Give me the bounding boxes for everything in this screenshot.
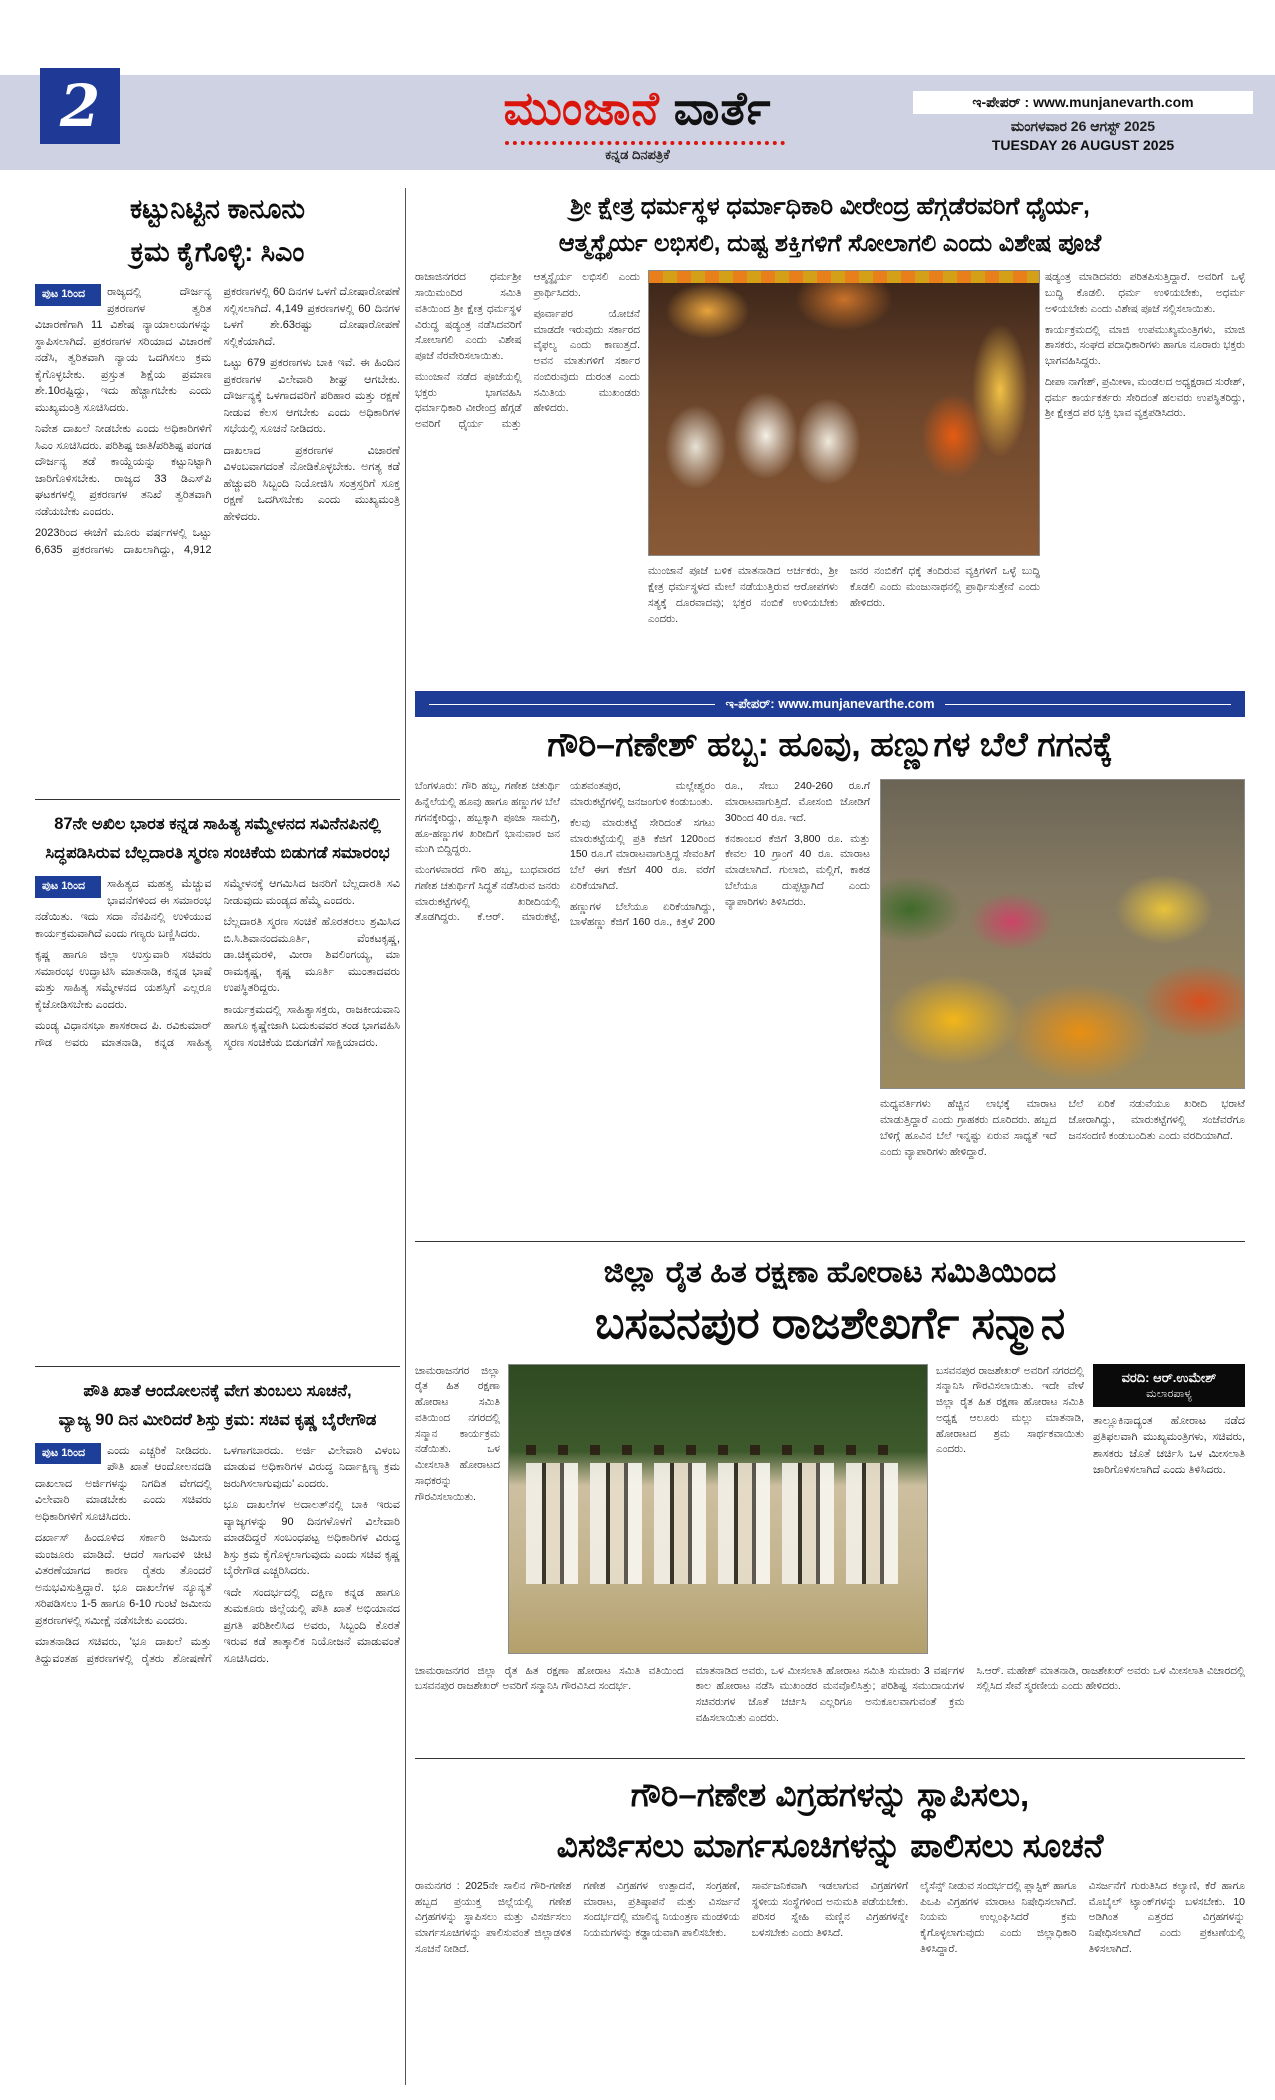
- article-divider: [415, 1758, 1245, 1759]
- article-body: [35, 284, 400, 789]
- from-page1-badge: ಪುಟ 1ರಿಂದ: [35, 876, 101, 898]
- body-paragraph: ಒಟ್ಟು 679 ಪ್ರಕರಣಗಳು ಬಾಕಿ ಇವೆ. ಈ ಹಿಂದಿನ ಪ್ರಕರಣಗಳ ವಿಲೇವಾರಿ ಶೀಘ್ರ ಆಗಬೇಕು. ದೌರ್ಜನ್ಯಕ್ಕೆ ಒಳಗಾದವರಿಗೆ ಪರಿಹಾರ ಮತ್ತು ರಕ್ಷಣೆ ನೀಡುವ ಕೆಲಸ ಆಗಬೇಕು ಎಂದು ಅಧಿಕಾರಿಗಳ ಸಭೆಯಲ್ಲಿ ಸೂಚನೆ ನೀಡಿದರು.: [223, 357, 400, 436]
- body-paragraph: ಇದೇ ಸಂದರ್ಭದಲ್ಲಿ ದಕ್ಷಿಣ ಕನ್ನಡ ಹಾಗೂ ತುಮಕೂರು ಜಿಲ್ಲೆಯಲ್ಲಿ ಪೌತಿ ಖಾತೆ ಅಭಿಯಾನದ ಪ್ರಗತಿ ಪರಿಶೀಲಿಸಿದ ಅವರು, ಸಿಬ್ಬಂದಿ ಕೊರತೆ ಇರುವ ಕಡೆ ತಾತ್ಕಾಲಿಕ ನಿಯೋಜನೆ ಮಾಡುವಂತೆ ಸೂಚಿಸಿದರು.: [223, 1586, 400, 1665]
- people-heads: [526, 1445, 911, 1455]
- headline-line: ಸಿದ್ಧಪಡಿಸಿರುವ ಬೆಲ್ಲದಾರತಿ ಸ್ಮರಣ ಸಂಚಿಕೆಯ ಬಿಡುಗಡೆ ಸಮಾರಂಭ: [45, 844, 390, 863]
- body-paragraph: ಚಾಮರಾಜನಗರ ಜಿಲ್ಲಾ ರೈತ ಹಿತ ರಕ್ಷಣಾ ಹೋರಾಟ ಸಮಿತಿ ವತಿಯಿಂದ ನಗರದಲ್ಲಿ ಸನ್ಮಾನ ಕಾರ್ಯಕ್ರಮ ನಡೆಯಿತು. ಒಳ ಮೀಸಲಾತಿ ಹೋರಾಟದ ಸಾಧಕರನ್ನು ಗೌರವಿಸಲಾಯಿತು.: [415, 1364, 500, 1503]
- temple-pooja-photo: [648, 270, 1040, 556]
- body-paragraph: ನಿವೇಶ ದಾಖಲೆ ನೀಡಬೇಕು ಎಂದು ಅಧಿಕಾರಿಗಳಿಗೆ ಸಿಎಂ ಸೂಚಿಸಿದರು. ಪರಿಶಿಷ್ಟ ಜಾತಿ/ಪರಿಶಿಷ್ಟ ಪಂಗಡ ದೌರ್ಜನ್ಯ ತಡೆ ಕಾಯ್ದೆಯನ್ನು ಕಟ್ಟುನಿಟ್ಟಾಗಿ ಜಾರಿಗೊಳಿಸಬೇಕು. ರಾಜ್ಯದ 33 ಡಿಎಸ್‌ಪಿ ಘಟಕಗಳಲ್ಲಿ ಪ್ರಕರಣಗಳ ತನಿಖೆ ತ್ವರಿತವಾಗಿ ನಡೆಯಬೇಕು ಎಂದರು.: [35, 423, 212, 518]
- body-paragraph: ಷಡ್ಯಂತ್ರ ಮಾಡಿದವರು ಪರಿತಪಿಸುತ್ತಿದ್ದಾರೆ. ಅವರಿಗೆ ಒಳ್ಳೆ ಬುದ್ಧಿ ಕೊಡಲಿ. ಧರ್ಮ ಉಳಿಯಬೇಕು, ಅಧರ್ಮ ಅಳಿಯಬೇಕು ಎಂದು ವಿಶೇಷ ಪೂಜೆ ಸಲ್ಲಿಸಲಾಯಿತು.: [1045, 271, 1245, 315]
- page-number-badge: 2: [40, 68, 120, 144]
- headline-line: 87ನೇ ಅಖಿಲ ಭಾರತ ಕನ್ನಡ ಸಾಹಿತ್ಯ ಸಮ್ಮೇಳನದ ಸವಿನೆನಪಿನಲ್ಲಿ: [54, 815, 381, 834]
- body-paragraph: ರಾಜ್ಯದಲ್ಲಿ ದೌರ್ಜನ್ಯ ಪ್ರಕರಣಗಳ ತ್ವರಿತ ವಿಚಾರಣೆಗಾಗಿ 11 ವಿಶೇಷ ನ್ಯಾಯಾಲಯಗಳನ್ನು ಸ್ಥಾಪಿಸಲಾಗಿದೆ. ಪ್ರಕರಣಗಳ ಸರಿಯಾದ ವಿಚಾರಣೆ ನಡೆಸಿ, ತ್ವರಿತವಾಗಿ ನ್ಯಾಯ ಒದಗಿಸಲು ಕ್ರಮ ಕೈಗೊಳ್ಳಬೇಕು. ಪ್ರಸ್ತುತ ಶಿಕ್ಷೆಯ ಪ್ರಮಾಣ ಶೇ.10ರಷ್ಟಿದ್ದು, ಇದು ಹೆಚ್ಚಾಗಬೇಕು ಎಂದು ಮುಖ್ಯಮಂತ್ರಿ ಸೂಚಿಸಿದರು.: [35, 286, 212, 414]
- article-headline: ಗೌರಿ–ಗಣೇಶ್ ಹಬ್ಬ: ಹೂವು, ಹಣ್ಣುಗಳ ಬೆಲೆ ಗಗನಕ್ಕೆ: [547, 726, 1113, 765]
- masthead-word-1: ಮುಂಜಾನೆ: [503, 82, 660, 134]
- article-headline: [35, 810, 400, 868]
- main-region: [415, 188, 1245, 2088]
- body-paragraph: ದಾಖಲಾದ ಪ್ರಕರಣಗಳ ವಿಚಾರಣೆ ವಿಳಂಬವಾಗದಂತೆ ನೋಡಿಕೊಳ್ಳಬೇಕು. ಅಗತ್ಯ ಕಡೆ ಹೆಚ್ಚುವರಿ ಸಿಬ್ಬಂದಿ ನಿಯೋಜಿಸಿ ಸಂತ್ರಸ್ತರಿಗೆ ಸೂಕ್ತ ರಕ್ಷಣೆ ಒದಗಿಸಬೇಕು ಎಂದು ಮುಖ್ಯಮಂತ್ರಿ ಹೇಳಿದರು.: [223, 444, 400, 523]
- body-paragraph: ಕಾರ್ಯಕ್ರಮದಲ್ಲಿ ಸಾಹಿತ್ಯಾಸಕ್ತರು, ರಾಜಕೀಯವಾನಿ ಹಾಗೂ ಕೃಷ್ಣೇಜಾಗಿ ಬದುಕುವವರ ತಂಡ ಭಾಗವಹಿಸಿ ಸ್ಮರಣ ಸಂಚಿಕೆಯ ಬಿಡುಗಡೆಗೆ ಸಾಕ್ಷಿಯಾದರು.: [223, 1003, 400, 1049]
- body-paragraph: ಜನರ ನಂಬಿಕೆಗೆ ಧಕ್ಕೆ ತಂದಿರುವ ವ್ಯಕ್ತಿಗಳಿಗೆ ಒಳ್ಳೆ ಬುದ್ಧಿ ಕೊಡಲಿ ಎಂದು ಮಂಜುನಾಥನಲ್ಲಿ ಪ್ರಾರ್ಥಿಸುತ್ತೇನೆ ಎಂದು ಹೇಳಿದರು.: [850, 565, 1040, 609]
- from-page1-badge: ಪುಟ 1ರಿಂದ: [35, 284, 101, 306]
- body-paragraph: ಬೆಲೆ ಏರಿಕೆ ನಡುವೆಯೂ ಖರೀದಿ ಭರಾಟೆ ಜೋರಾಗಿದ್ದು, ಮಾರುಕಟ್ಟೆಗಳಲ್ಲಿ ಸಂಜೆವರೆಗೂ ಜನಸಂದಣಿ ಕಂಡುಬಂದಿತು ಎಂದು ವರದಿಯಾಗಿದೆ.: [1068, 1098, 1245, 1142]
- strip-rule-left: [429, 704, 715, 705]
- epaper-strip-url: ಇ-ಪೇಪರ್: www.munjanevarthe.com: [725, 696, 935, 712]
- article-headline: [35, 188, 400, 274]
- article-content: [415, 270, 1245, 685]
- article-divider: [35, 799, 400, 800]
- article-content: [415, 779, 1245, 1231]
- body-paragraph: ಮಾತನಾಡಿದ ಸಚಿವರು, 'ಭೂ ದಾಖಲೆ ಮತ್ತು ತಿದ್ದುವಂತಹ ಪ್ರಕರಣಗಳಲ್ಲಿ ರೈತರು ಶೋಷಣೆಗೆ ಒಳಗಾಗಬಾರದು. ಅರ್ಜಿ ವಿಲೇವಾರಿ ವಿಳಂಬ ಮಾಡುವ ಅಧಿಕಾರಿಗಳ ವಿರುದ್ಧ ನಿರ್ದಾಕ್ಷಿಣ್ಯ ಕ್ರಮ ಜರುಗಿಸಲಾಗುವುದು' ಎಂದರು.: [35, 1444, 400, 1665]
- body-paragraph: ದರ್ಖಾಸ್ ಹಿಂದೂಳಿದ ಸರ್ಕಾರಿ ಜಮೀನು ಮಂಜೂರು ಮಾಡಿದೆ. ಆದರೆ ಸಾಗುವಳಿ ಚೀಟಿ ವಿತರಣೆಯಾಗದ ಕಾರಣ ರೈತರು ತೊಂದರೆ ಅನುಭವಿಸುತ್ತಿದ್ದಾರೆ. ಭೂ ದಾಖಲೆಗಳ ನ್ಯೂನ್ಯತೆ ಸರಿಪಡಿಸಲು 1-5 ಹಾಗೂ 6-10 ಗುಂಟೆ ಜಮೀನು ಪ್ರಕರಣಗಳಲ್ಲಿ ಸಮೀಕ್ಷೆ ನಡೆಸಬೇಕು ಎಂದರು.: [35, 1532, 212, 1627]
- body-paragraph: ಮಂಗಳವಾರದ ಗೌರಿ ಹಬ್ಬ, ಬುಧವಾರದ ಗಣೇಶ ಚತುರ್ಥಿಗೆ ಸಿದ್ಧತೆ ನಡೆಸಿರುವ ಜನರು ಮಾರುಕಟ್ಟೆಗಳಲ್ಲಿ ಖರೀದಿಯಲ್ಲಿ ತೊಡಗಿದ್ದರು. ಕೆ.ಆರ್. ಮಾರುಕಟ್ಟೆ, ಯಶವಂತಪುರ, ಮಲ್ಲೇಶ್ವರಂ ಮಾರುಕಟ್ಟೆಗಳಲ್ಲಿ ಜನಜಂಗುಳಿ ಕಂಡುಬಂತು.: [415, 780, 715, 924]
- headline-line: ಕಟ್ಟುನಿಟ್ಟಿನ ಕಾನೂನು: [130, 194, 305, 224]
- masthead-word-2: ವಾರ್ತೆ: [673, 82, 772, 134]
- article-vigraha-guidelines: [415, 1769, 1245, 2075]
- column-divider: [405, 188, 406, 2085]
- masthead-dotted-rule: [505, 141, 785, 145]
- article-divider: [415, 1241, 1245, 1242]
- article-body-left: [415, 779, 870, 1231]
- article-body: [415, 1879, 1245, 2075]
- body-paragraph: ವಿಸರ್ಜನೆಗೆ ಗುರುತಿಸಿದ ಕಲ್ಯಾಣಿ, ಕೆರೆ ಹಾಗೂ ಮೊಬೈಲ್ ಟ್ಯಾಂಕ್‌ಗಳನ್ನು ಬಳಸಬೇಕು. 10 ಅಡಿಗಿಂತ ಎತ್ತರದ ವಿಗ್ರಹಗಳನ್ನು ನಿಷೇಧಿಸಲಾಗಿದೆ ಎಂದು ಪ್ರಕಟಣೆಯಲ್ಲಿ ತಿಳಿಸಲಾಗಿದೆ.: [1088, 1879, 1245, 1955]
- from-page1-badge: ಪುಟ 1ರಿಂದ: [35, 1443, 101, 1465]
- date-kannada: ಮಂಗಳವಾರ 26 ಆಗಸ್ಟ್ 2025: [1010, 118, 1156, 134]
- strip-rule-right: [945, 704, 1231, 705]
- body-paragraph: ತಾಲ್ಲೂಕಿನಾದ್ಯಂತ ಹೋರಾಟ ನಡೆದ ಪ್ರತಿಫಲವಾಗಿ ಮುಖ್ಯಮಂತ್ರಿಗಳು, ಸಚಿವರು, ಶಾಸಕರು ಜೊತೆ ಚರ್ಚಿಸಿ ಒಳ ಮೀಸಲಾತಿ ಜಾರಿಗೊಳಿಸಲಾಗಿದೆ ಎಂದು ತಿಳಿಸಿದರು.: [1093, 1414, 1245, 1477]
- body-paragraph: ರಾಮನಗರ : 2025ನೇ ಸಾಲಿನ ಗೌರಿ-ಗಣೇಶ ಹಬ್ಬದ ಪ್ರಯುಕ್ತ ಜಿಲ್ಲೆಯಲ್ಲಿ ಗಣೇಶ ವಿಗ್ರಹಗಳನ್ನು ಸ್ಥಾಪಿಸಲು ಮತ್ತು ವಿಸರ್ಜಿಸಲು ಮಾರ್ಗಸೂಚಿಗಳನ್ನು ಪಾಲಿಸುವಂತೆ ಜಿಲ್ಲಾಡಳಿತ ಸೂಚನೆ ನೀಡಿದೆ.: [415, 1879, 572, 1955]
- body-paragraph: ಕೆಲವು ಮಾರುಕಟ್ಟೆ ಸೇರಿದಂತೆ ಸಗಟು ಮಾರುಕಟ್ಟೆಯಲ್ಲಿ ಪ್ರತಿ ಕೆಜಿಗೆ 120ರಿಂದ 150 ರೂ.ಗೆ ಮಾರಾಟವಾಗುತ್ತಿದ್ದ ಸೇವಂತಿಗೆ ಬೆಲೆ ಈಗ ಕೆಜಿಗೆ 400 ರೂ. ವರೆಗೆ ಏರಿಕೆಯಾಗಿದೆ.: [570, 816, 715, 892]
- article-body-bottom: [415, 1664, 1245, 1748]
- article-body-below-photo: [880, 1097, 1245, 1231]
- headline-line: ಕ್ರಮ ಕೈಗೊಳ್ಳಿ: ಸಿಎಂ: [130, 237, 305, 268]
- body-paragraph: ಎಂದು ಎಚ್ಚರಿಕೆ ನೀಡಿದರು. ಪೌತಿ ಖಾತೆ ಆಂದೋಲನದಡಿ ದಾಖಲಾದ ಅರ್ಜಿಗಳನ್ನು ನಿಗದಿತ ವೇಗದಲ್ಲಿ ವಿಲೇವಾರಿ ಮಾಡಬೇಕು ಎಂದು ಸಚಿವರು ಅಧಿಕಾರಿಗಳಿಗೆ ಸೂಚಿಸಿದರು.: [35, 1444, 212, 1523]
- body-paragraph: ಹಣ್ಣುಗಳ ಬೆಲೆಯೂ ಏರಿಕೆಯಾಗಿದ್ದು, ಬಾಳೆಹಣ್ಣು ಕೆಜಿಗೆ 160 ರೂ., ಕಿತ್ತಳೆ 200 ರೂ., ಸೇಬು 240-260 ರೂ.ಗೆ ಮಾರಾಟವಾಗುತ್ತಿದೆ. ಮೋಸಂಬಿ ಜೋಡಿಗೆ 30ರಿಂದ 40 ರೂ. ಇದೆ.: [570, 780, 870, 929]
- body-paragraph: ಮುಂಜಾನೆ ಪೂಜೆ ಬಳಿಕ ಮಾತನಾಡಿದ ಅರ್ಚಕರು, ಶ್ರೀ ಕ್ಷೇತ್ರ ಧರ್ಮಸ್ಥಳದ ಮೇಲೆ ನಡೆಯುತ್ತಿರುವ ಆರೋಪಗಳು ಸತ್ಯಕ್ಕೆ ದೂರವಾದವು; ಭಕ್ತರ ನಂಬಿಕೆ ಉಳಿಯಬೇಕು ಎಂದರು.: [648, 565, 838, 625]
- article-body-below-photo: [648, 564, 1040, 685]
- byline-box: [1093, 1364, 1245, 1407]
- header-info-block: [913, 91, 1253, 153]
- article-gauri-ganesh-prices: [415, 723, 1245, 1231]
- article-body-col1: [936, 1364, 1084, 1656]
- header-band: [0, 75, 1275, 170]
- body-paragraph: ರಾಜಾಜಿನಗರದ ಧರ್ಮಶ್ರೀ ಸಾಯಿಮಂದಿರ ಸಮಿತಿ ವತಿಯಿಂದ ಶ್ರೀ ಕ್ಷೇತ್ರ ಧರ್ಮಸ್ಥಳ ವಿರುದ್ಧ ಷಡ್ಯಂತ್ರ ನಡೆಸಿದವರಿಗೆ ಸೋಲಾಗಲಿ ಎಂದು ವಿಶೇಷ ಪೂಜೆ ನೆರವೇರಿಸಲಾಯಿತು.: [415, 271, 522, 363]
- article-headline: [35, 1377, 400, 1435]
- headline-line: ಪೌತಿ ಖಾತೆ ಆಂದೋಲನಕ್ಕೆ ವೇಗ ತುಂಬಲು ಸೂಚನೆ,: [83, 1382, 352, 1401]
- article-headline: [415, 1769, 1245, 1871]
- article-body-col2-wrap: [1093, 1364, 1245, 1656]
- body-paragraph: ಮಾತನಾಡಿದ ಅವರು, ಒಳ ಮೀಸಲಾತಿ ಹೋರಾಟ ಸಮಿತಿ ಸುಮಾರು 3 ವರ್ಷಗಳ ಕಾಲ ಹೋರಾಟ ನಡೆಸಿ ಮುಖಂಡರ ಮನವೊಲಿಸಿತ್ತು; ಪರಿಶಿಷ್ಟ ಸಮುದಾಯಗಳ ಸಚಿವರುಗಳ ಜೊತೆ ಚರ್ಚಿಸಿ ಎಲ್ಲರಿಗೂ ಅನುಕೂಲವಾಗುವಂತೆ ಕ್ರಮ ವಹಿಸಲಾಯಿತು ಎಂದರು.: [695, 1664, 965, 1724]
- article-body: [35, 1443, 400, 2083]
- masthead-subtitle: ಕನ್ನಡ ದಿನಪತ್ರಿಕೆ: [605, 147, 670, 162]
- body-paragraph: ಬಸವನಪುರ ರಾಜಶೇಖರ್ ಅವರಿಗೆ ನಗರದಲ್ಲಿ ಸನ್ಮಾನಿಸಿ ಗೌರವಿಸಲಾಯಿತು. ಇದೇ ವೇಳೆ ಜಿಲ್ಲಾ ರೈತ ಹಿತ ರಕ್ಷಣಾ ಹೋರಾಟ ಸಮಿತಿ ಅಧ್ಯಕ್ಷ ಆಲೂರು ಮಲ್ಲು ಮಾತನಾಡಿ, ಹೋರಾಟದ ಶ್ರಮ ಸಾರ್ಥಕವಾಯಿತು ಎಂದರು.: [936, 1364, 1084, 1456]
- body-paragraph: ಗಣೇಶ ವಿಗ್ರಹಗಳ ಉತ್ಪಾದನೆ, ಸಂಗ್ರಹಣೆ, ಮಾರಾಟ, ಪ್ರತಿಷ್ಠಾಪನೆ ಮತ್ತು ವಿಸರ್ಜನೆ ಸಂದರ್ಭದಲ್ಲಿ ಮಾಲಿನ್ಯ ನಿಯಂತ್ರಣ ಮಂಡಳಿಯ ನಿಯಮಗಳನ್ನು ಕಡ್ಡಾಯವಾಗಿ ಪಾಲಿಸಬೇಕು.: [583, 1879, 740, 1940]
- headline-line: ವಿಸರ್ಜಿಸಲು ಮಾರ್ಗಸೂಚಿಗಳನ್ನು ಪಾಲಿಸಲು ಸೂಚನೆ: [556, 1826, 1104, 1864]
- article-divider: [35, 1366, 400, 1367]
- reporter-place: ಮಲಾರಪಾಳ್ಯ: [1146, 1387, 1192, 1400]
- body-paragraph: 2023ರಿಂದ ಈಚೆಗೆ ಮೂರು ವರ್ಷಗಳಲ್ಲಿ ಒಟ್ಟು 6,635 ಪ್ರಕರಣಗಳು ದಾಖಲಾಗಿದ್ದು, 4,912 ಪ್ರಕರಣಗಳಲ್ಲಿ 60 ದಿನಗಳ ಒಳಗೆ ದೋಷಾರೋಪಣೆ ಸಲ್ಲಿಸಲಾಗಿದೆ. 4,149 ಪ್ರಕರಣಗಳಲ್ಲಿ 60 ದಿನಗಳ ಒಳಗೆ ಶೇ.63ರಷ್ಟು ದೋಷಾರೋಪಣೆ ಸಲ್ಲಿಕೆಯಾಗಿದೆ.: [35, 286, 400, 556]
- headline-line: ಶ್ರೀ ಕ್ಷೇತ್ರ ಧರ್ಮಸ್ಥಳ ಧರ್ಮಾಧಿಕಾರಿ ವೀರೇಂದ್ರ ಹೆಗ್ಗಡೆರವರಿಗೆ ಧೈರ್ಯ,: [570, 193, 1090, 220]
- article-headline: [415, 188, 1245, 262]
- body-paragraph: ಸಾಹಿತ್ಯದ ಮಹತ್ವ ಮೆಚ್ಚುವ ಭಾವನೆಗಳಿಂದ ಈ ಸಮಾರಂಭ ನಡೆಯಿತು. ಇದು ಸದಾ ನೆನಪಿನಲ್ಲಿ ಉಳಿಯುವ ಕಾರ್ಯಕ್ರಮವಾಗಿದೆ ಎಂದು ಗಣ್ಯರು ಬಣ್ಣಿಸಿದರು.: [35, 878, 212, 940]
- body-paragraph: ಮುಂಜಾನೆ ನಡೆದ ಪೂಜೆಯಲ್ಲಿ ಭಕ್ತರು ಭಾಗವಹಿಸಿ ಧರ್ಮಾಧಿಕಾರಿ ವೀರೇಂದ್ರ ಹೆಗ್ಗಡೆ ಅವರಿಗೆ ಧೈರ್ಯ ಮತ್ತು ಆತ್ಮಸ್ಥೈರ್ಯ ಲಭಿಸಲಿ ಎಂದು ಪ್ರಾರ್ಥಿಸಿದರು.: [415, 271, 640, 431]
- headline-line: ಆತ್ಮಸ್ಥೈರ್ಯ ಲಭಿಸಲಿ, ದುಷ್ಟ ಶಕ್ತಿಗಳಿಗೆ ಸೋಲಾಗಲಿ ಎಂದು ವಿಶೇಷ ಪೂಜೆ: [558, 230, 1102, 258]
- body-paragraph: ಲೈಸೆನ್ಸ್ ನೀಡುವ ಸಂದರ್ಭದಲ್ಲಿ ಪ್ಲಾಸ್ಟಿಕ್ ಹಾಗೂ ಪಿಒಪಿ ವಿಗ್ರಹಗಳ ಮಾರಾಟ ನಿಷೇಧಿಸಲಾಗಿದೆ. ನಿಯಮ ಉಲ್ಲಂಘಿಸಿದರೆ ಕ್ರಮ ಕೈಗೊಳ್ಳಲಾಗುವುದು ಎಂದು ಜಿಲ್ಲಾಧಿಕಾರಿ ತಿಳಿಸಿದ್ದಾರೆ.: [920, 1879, 1077, 1955]
- article-dharmasthala-pooja: [415, 188, 1245, 685]
- article-body: [35, 876, 400, 1356]
- felicitation-group-photo: [508, 1364, 928, 1654]
- body-paragraph: ಮಂಡ್ಯ ವಿಧಾನಸಭಾ ಶಾಸಕರಾದ ಪಿ. ರವಿಕುಮಾರ್ ಗೌಡ ಅವರು ಮಾತನಾಡಿ, ಕನ್ನಡ ಸಾಹಿತ್ಯ ಸಮ್ಮೇಳನಕ್ಕೆ ಆಗಮಿಸಿದ ಜನರಿಗೆ ಬೆಲ್ಲದಾರತಿ ಸವಿ ನೀಡುವುದು ಮಂಡ್ಯದ ಹೆಮ್ಮೆ ಎಂದರು.: [35, 878, 400, 1049]
- headline-line: ಗೌರಿ–ಗಣೇಶ ವಿಗ್ರಹಗಳನ್ನು ಸ್ಥಾಪಿಸಲು,: [630, 1775, 1030, 1813]
- body-paragraph: ಕಾರ್ಯಕ್ರಮದಲ್ಲಿ ಮಾಜಿ ಉಪಮುಖ್ಯಮಂತ್ರಿಗಳು, ಮಾಜಿ ಶಾಸಕರು, ಸಂಘದ ಪದಾಧಿಕಾರಿಗಳು ಹಾಗೂ ನೂರಾರು ಭಕ್ತರು ಭಾಗವಹಿಸಿದ್ದರು.: [1045, 323, 1245, 368]
- people-figures: [526, 1463, 911, 1584]
- headline-line: ಜಿಲ್ಲಾ ರೈತ ಹಿತ ರಕ್ಷಣಾ ಹೋರಾಟ ಸಮಿತಿಯಿಂದ: [603, 1256, 1057, 1290]
- body-paragraph: ಕೃಷ್ಣ ಹಾಗೂ ಜಿಲ್ಲಾ ಉಸ್ತುವಾರಿ ಸಚಿವರು ಸಮಾರಂಭ ಉದ್ಘಾಟಿಸಿ ಮಾತನಾಡಿ, ಕನ್ನಡ ಭಾಷೆ ಮತ್ತು ಸಾಹಿತ್ಯ ಸಮ್ಮೇಳನದ ಯಶಸ್ಸಿಗೆ ಎಲ್ಲರೂ ಕೈಜೋಡಿಸಬೇಕು ಎಂದರು.: [35, 949, 212, 1011]
- article-cm: [35, 188, 400, 789]
- body-paragraph: ಪೂರ್ವಾಪರ ಯೋಚನೆ ಮಾಡದೇ ಇರುವುದು ಸರ್ಕಾರದ ವೈಫಲ್ಯ ಎಂದು ಕಾಣುತ್ತದೆ. ಅವನ ಮಾತುಗಳಿಗೆ ಸರ್ಕಾರ ನಂಬಿರುವುದು ದುರಂತ ಎಂದು ಸಮಿತಿಯ ಮುಖಂಡರು ಹೇಳಿದರು.: [533, 307, 640, 415]
- date-english: TUESDAY 26 AUGUST 2025: [991, 137, 1175, 153]
- article-body-col2: [1093, 1413, 1245, 1628]
- body-paragraph: ಬೆಲ್ಲದಾರತಿ ಸ್ಮರಣ ಸಂಚಿಕೆ ಹೊರತರಲು ಶ್ರಮಿಸಿದ ಬಿ.ಸಿ.ಶಿವಾನಂದಮೂರ್ತಿ, ವೆಂಕಟಕೃಷ್ಣ, ಡಾ.ಚಿಕ್ಕಮರಳಿ, ಮೀರಾ ಶಿವಲಿಂಗಯ್ಯ, ಮಾ ರಾಮಕೃಷ್ಣ, ಕೃಷ್ಣ ಮೂರ್ತಿ ಮುಂತಾದವರು ಉಪಸ್ಥಿತರಿದ್ದರು.: [223, 916, 400, 995]
- body-paragraph: ಚಾಮರಾಜನಗರ ಜಿಲ್ಲಾ ರೈತ ಹಿತ ರಕ್ಷಣಾ ಹೋರಾಟ ಸಮಿತಿ ವತಿಯಿಂದ ಬಸವನಪುರ ರಾಜಶೇಖರ್ ಅವರಿಗೆ ಸನ್ಮಾನಿಸಿ ಗೌರವಿಸಿದ ಸಂದರ್ಭ.: [415, 1664, 684, 1693]
- article-sahitya: [35, 810, 400, 1356]
- body-paragraph: ಬೆಂಗಳೂರು: ಗೌರಿ ಹಬ್ಬ, ಗಣೇಶ ಚತುರ್ಥಿ ಹಿನ್ನೆಲೆಯಲ್ಲಿ ಹೂವು ಹಾಗೂ ಹಣ್ಣುಗಳ ಬೆಲೆ ಗಗನಕ್ಕೇರಿದ್ದು, ಹಬ್ಬಕ್ಕಾಗಿ ಪೂಜಾ ಸಾಮಗ್ರಿ, ಹೂ-ಹಣ್ಣುಗಳ ಖರೀದಿಗೆ ಭಾನುವಾರ ಜನ ಮುಗಿ ಬಿದ್ದಿದ್ದರು.: [415, 780, 560, 856]
- body-paragraph: ಸಿ.ಆರ್. ಮಹೇಶ್ ಮಾತನಾಡಿ, ರಾಜಶೇಖರ್ ಅವರು ಒಳ ಮೀಸಲಾತಿ ವಿಚಾರದಲ್ಲಿ ಸಲ್ಲಿಸಿದ ಸೇವೆ ಸ್ಮರಣೀಯ ಎಂದು ಹೇಳಿದರು.: [976, 1664, 1245, 1693]
- reporter-name: ವರದಿ: ಆರ್.ಉಮೇಶ್: [1121, 1369, 1217, 1385]
- body-paragraph: ಸಾರ್ವಜನಿಕವಾಗಿ ಇಡಲಾಗುವ ವಿಗ್ರಹಗಳಿಗೆ ಸ್ಥಳೀಯ ಸಂಸ್ಥೆಗಳಿಂದ ಅನುಮತಿ ಪಡೆಯಬೇಕು. ಪರಿಸರ ಸ್ನೇಹಿ ಮಣ್ಣಿನ ವಿಗ್ರಹಗಳನ್ನೇ ಬಳಸಬೇಕು ಎಂದು ತಿಳಿಸಿದೆ.: [751, 1879, 909, 1940]
- article-body-left: [415, 270, 640, 685]
- article-body-left-narrow: [415, 1364, 500, 1656]
- flower-market-photo: [880, 779, 1245, 1089]
- article-raitha-sanmana: [415, 1252, 1245, 1747]
- body-paragraph: ದೀಪಾ ನಾಗೇಶ್, ಪ್ರಮೀಳಾ, ಮಂಡಲದ ಅಧ್ಯಕ್ಷರಾದ ಸುರೇಶ್, ಧರ್ಮ ಕಾರ್ಯಕರ್ತರು ಸೇರಿದಂತೆ ಹಲವರು ಉಪಸ್ಥಿತರಿದ್ದು, ಶ್ರೀ ಕ್ಷೇತ್ರದ ಪರ ಭಕ್ತಿ ಭಾವ ವ್ಯಕ್ತಪಡಿಸಿದರು.: [1045, 375, 1245, 420]
- article-body-right: [1045, 270, 1245, 685]
- body-paragraph: ಕನಕಾಂಬರ ಕೆಜಿಗೆ 3,800 ರೂ. ಮತ್ತು ಕೇವಲ 10 ಗ್ರಾಂಗೆ 40 ರೂ. ಮಾರಾಟ ಮಾಡಲಾಗಿದೆ. ಗುಲಾಬಿ, ಮಲ್ಲಿಗೆ, ಕಾಕಡ ಬೆಲೆಯೂ ದುಪ್ಪಟ್ಟಾಗಿದೆ ಎಂದು ವ್ಯಾಪಾರಿಗಳು ತಿಳಿಸಿದರು.: [725, 832, 870, 908]
- article-content: [415, 1364, 1245, 1656]
- article-pouti-khate: [35, 1377, 400, 2083]
- headline-line: ವ್ಯಾಜ್ಯ 90 ದಿನ ಮೀರಿದರೆ ಶಿಸ್ತು ಕ್ರಮ: ಸಚಿವ ಕೃಷ್ಣ ಬೈರೇಗೌಡ: [58, 1411, 377, 1429]
- garland-decoration: [649, 271, 1039, 283]
- body-paragraph: ಮಧ್ಯವರ್ತಿಗಳು ಹೆಚ್ಚಿನ ಲಾಭಕ್ಕೆ ಮಾರಾಟ ಮಾಡುತ್ತಿದ್ದಾರೆ ಎಂದು ಗ್ರಾಹಕರು ದೂರಿದರು. ಹಬ್ಬದ ಬೆಳಿಗ್ಗೆ ಹೂವಿನ ಬೆಲೆ ಇನ್ನಷ್ಟು ಏರುವ ಸಾಧ್ಯತೆ ಇದೆ ಎಂದು ವ್ಯಾಪಾರಿಗಳು ಹೇಳಿದ್ದಾರೆ.: [880, 1098, 1057, 1158]
- epaper-strip: [415, 691, 1245, 717]
- header-epaper-url: ಇ-ಪೇಪರ್ : www.munjanevarth.com: [913, 91, 1253, 114]
- left-column: [35, 188, 400, 2088]
- headline-line: ಬಸವನಪುರ ರಾಜಶೇಖರ್ಗೆ ಸನ್ಮಾನ: [594, 1299, 1066, 1349]
- body-paragraph: ಭೂ ದಾಖಲೆಗಳ ಅದಾಲತ್‌ನಲ್ಲಿ ಬಾಕಿ ಇರುವ ವ್ಯಾಜ್ಯಗಳನ್ನು 90 ದಿನಗಳೊಳಗೆ ವಿಲೇವಾರಿ ಮಾಡದಿದ್ದರೆ ಸಂಬಂಧಪಟ್ಟ ಅಧಿಕಾರಿಗಳ ವಿರುದ್ಧ ಶಿಸ್ತು ಕ್ರಮ ಕೈಗೊಳ್ಳಲಾಗುವುದು ಎಂದು ಸಚಿವ ಕೃಷ್ಣ ಬೈರೇಗೌಡ ಎಚ್ಚರಿಸಿದರು.: [223, 1499, 400, 1578]
